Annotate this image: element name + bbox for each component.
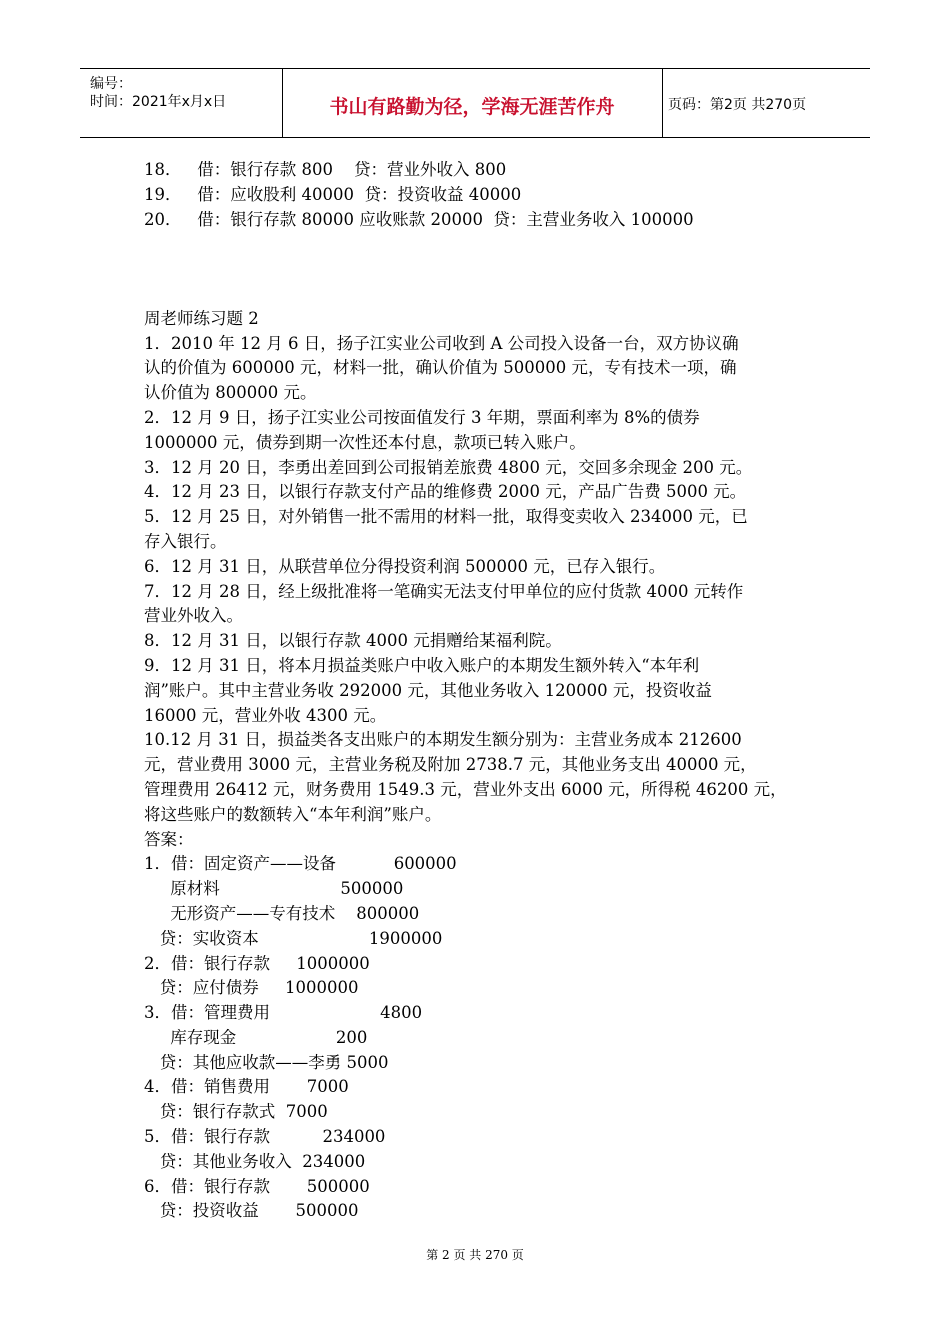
text-line: 1．借：固定资产——设备 600000 (144, 854, 457, 874)
text-line: 原材料 500000 (144, 879, 404, 899)
text-line: 答案： (144, 829, 194, 849)
text-line: 4．借：销售费用 7000 (144, 1077, 349, 1097)
text-line: 5．借：银行存款 234000 (144, 1127, 386, 1147)
page-footer: 第 2 页 共 270 页 (426, 1248, 524, 1262)
text-line (144, 232, 824, 257)
text-line: 管理费用 26412 元，财务费用 1549.3 元，营业外支出 6000 元，所得税 46200 元， (144, 779, 787, 799)
text-line: 5．12 月 25 日，对外销售一批不需用的材料一批，取得变卖收入 234000 元，已 (144, 507, 748, 527)
text-line: 6．12 月 31 日，从联营单位分得投资利润 500000 元，已存入银行。 (144, 556, 666, 576)
text-line: 1000000 元，债券到期一次性还本付息，款项已转入账户。 (144, 432, 586, 452)
document-body (144, 158, 824, 1224)
text-line: 贷：其他应收款——李勇 5000 (144, 1052, 389, 1072)
text-line: 16000 元，营业外收 4300 元。 (144, 705, 387, 725)
text-line: 贷：银行存款式 7000 (144, 1102, 328, 1122)
text-line: 认价值为 800000 元。 (144, 383, 317, 403)
text-line: 2．12 月 9 日，扬子江实业公司按面值发行 3 年期，票面利率为 8%的债券 (144, 407, 700, 427)
text-line: 元，营业费用 3000 元，主营业务税及附加 2738.7 元，其他业务支出 40000 元， (144, 755, 757, 775)
text-line: 6．借：银行存款 500000 (144, 1176, 370, 1196)
text-line: 7．12 月 28 日，经上级批准将一笔确实无法支付甲单位的应付货款 4000 元转作 (144, 581, 744, 601)
text-line: 营业外收入。 (144, 606, 243, 626)
text-line: 润”账户。其中主营业务收 292000 元，其他业务收入 120000 元，投资收益 (144, 680, 712, 700)
text-line: 认的价值为 600000 元，材料一批，确认价值为 500000 元，专有技术一项，确 (144, 358, 737, 378)
text-line: 19． 借：应收股利 40000 贷：投资收益 40000 (144, 184, 522, 204)
text-line: 4．12 月 23 日，以银行存款支付产品的维修费 2000 元，产品广告费 5000 元。 (144, 482, 747, 502)
text-line (144, 257, 824, 282)
text-line: 20． 借：银行存款 80000 应收账款 20000 贷：主营业务收入 100000 (144, 209, 694, 229)
text-line: 10.12 月 31 日，损益类各支出账户的本期发生额分别为：主营业务成本 212600 (144, 730, 742, 750)
time-label: 时间：2021年x月x日 (90, 94, 227, 110)
text-line: 无形资产——专有技术 800000 (144, 903, 420, 923)
text-line: 3．12 月 20 日，李勇出差回到公司报销差旅费 4800 元，交回多余现金 200 元。 (144, 457, 753, 477)
page-header (80, 68, 870, 138)
text-line: 9．12 月 31 日，将本月损益类账户中收入账户的本期发生额外转入“本年利 (144, 655, 700, 675)
text-line: 周老师练习题 2 (144, 308, 259, 328)
text-line: 贷：其他业务收入 234000 (144, 1151, 366, 1171)
text-line: 8．12 月 31 日，以银行存款 4000 元捐赠给某福利院。 (144, 631, 562, 651)
page-info: 页码：第2页 共270页 (668, 97, 807, 113)
text-line: 18． 借：银行存款 800 贷：营业外收入 800 (144, 160, 507, 179)
header-motto-cell (282, 69, 663, 137)
code-label: 编号： (90, 76, 132, 92)
text-line (144, 282, 824, 307)
text-line: 3．借：管理费用 4800 (144, 1003, 423, 1023)
text-line: 贷：应付债券 1000000 (144, 978, 359, 998)
motto-text: 书山有路勤为径，学海无涯苦作舟 (329, 96, 615, 118)
header-meta-cell (80, 69, 283, 137)
text-line: 1．2010 年 12 月 6 日，扬子江实业公司收到 A 公司投入设备一台，双方协议确 (144, 333, 739, 353)
text-line: 库存现金 200 (144, 1027, 368, 1047)
text-line: 贷：投资收益 500000 (144, 1201, 359, 1221)
text-line: 存入银行。 (144, 531, 227, 551)
text-line: 贷：实收资本 1900000 (144, 928, 443, 948)
text-line: 将这些账户的数额转入“本年利润”账户。 (144, 804, 442, 824)
text-line: 2．借：银行存款 1000000 (144, 953, 370, 973)
header-page-cell (662, 69, 870, 137)
